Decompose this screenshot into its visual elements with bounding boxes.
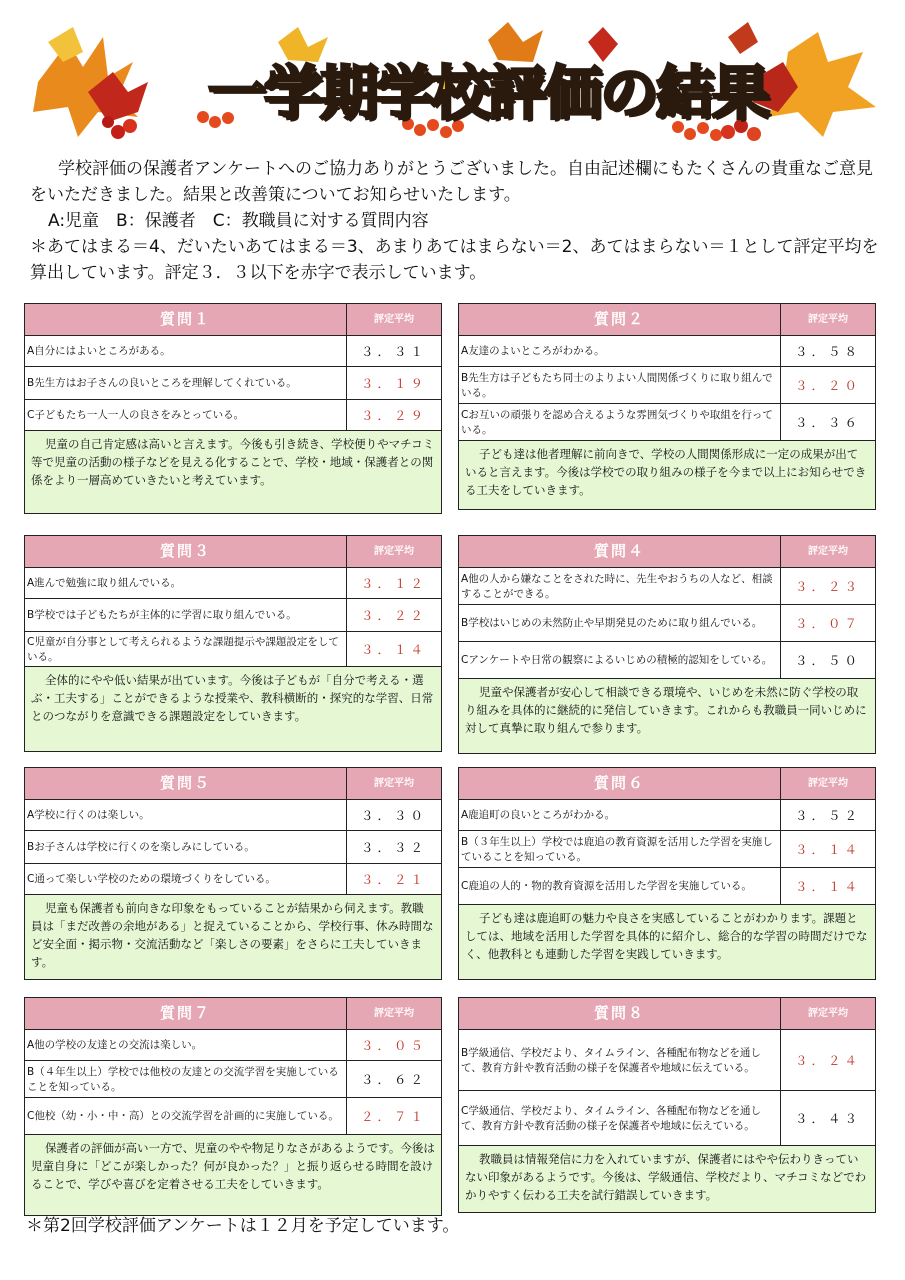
avg-value: ３．３６ (794, 415, 861, 430)
avg-value: ３．２３ (794, 579, 861, 594)
avg-value: ３．３２ (360, 840, 427, 855)
question-text: A他の人から嫌なことをされた時に、先生やおうちの人など、相談することができる。 (459, 568, 781, 604)
question-text: C通って楽しい学校のための環境づくりをしている。 (25, 864, 347, 894)
table-row (459, 404, 875, 441)
question-box-7 (24, 997, 442, 1216)
table-row (25, 1030, 441, 1061)
avg-value: ３．２０ (794, 378, 861, 393)
intro-scoring-note: ＊あてはまる＝4、だいたいあてはまる＝3、あまりあてはまらない＝2、あてはまらない＝１として評定平均を算出しています。評定３．３以下を赤字で表示しています。 (30, 237, 879, 283)
comment-text: 児童の自己肯定感は高いと言えます。今後も引き続き、学校便りやマチコミ等で児童の活動の様子などを見える化することで、学校・地域・保護者との関係をより一層高めていきたいと考えています。 (25, 431, 441, 513)
question-text: C子どもたち一人一人の良さをみとっている。 (25, 400, 347, 430)
question-text: B先生方は子どもたち同士のよりよい人間関係づくりに取り組んでいる。 (459, 367, 781, 403)
question-title: 質問２ (459, 304, 781, 335)
comment-text: 子ども達は他者理解に前向きで、学校の人間関係形成に一定の成果が出ていると言えます。今後は学校での取り組みの様子を今まで以上にお知らせできる工夫をしていきます。 (459, 441, 875, 509)
avg-value: ３．２１ (360, 872, 427, 887)
table-row (25, 632, 441, 667)
avg-value: ３．２２ (360, 608, 427, 623)
comment-text: 子ども達は鹿追町の魅力や良さを実感していることがわかります。課題としては、地域を活用した学習を具体的に紹介し、総合的な学習の時間だけでなく、他教科とも連動した学習を実践していきます。 (459, 905, 875, 979)
table-row (25, 864, 441, 895)
question-text: B先生方はお子さんの良いところを理解してくれている。 (25, 367, 347, 399)
question-box-1 (24, 303, 442, 514)
avg-value: ３．１４ (794, 879, 861, 894)
table-row (25, 336, 441, 367)
avg-label: 評定平均 (808, 546, 848, 557)
question-box-2 (458, 303, 876, 510)
question-box-5 (24, 767, 442, 980)
question-header (459, 998, 875, 1030)
table-row (25, 568, 441, 599)
avg-value: ３．６２ (360, 1072, 427, 1087)
question-text: C学級通信、学校だより、タイムライン、各種配布物などを通して、教育方針や教育活動の様子を保護者や地域に伝えている。 (459, 1091, 781, 1145)
question-text: B学校では子どもたちが主体的に学習に取り組んでいる。 (25, 599, 347, 631)
question-title: 質問７ (25, 998, 347, 1029)
intro-text (30, 156, 880, 286)
intro-greeting: 学校評価の保護者アンケートへのご協力ありがとうございました。自由記述欄にもたくさんの貴重なご意見をいただきました。結果と改善策についてお知らせいたします。 (30, 159, 873, 205)
question-header (25, 304, 441, 336)
comment-text: 保護者の評価が高い一方で、児童のやや物足りなさがあるようです。今後は児童自身に「どこが楽しかった？何が良かった？」と振り返らせる時間を設けることで、学びや喜びを定着させる工夫をしていきます。 (25, 1135, 441, 1215)
question-header (25, 768, 441, 800)
question-text: C児童が自分事として考えられるような課題提示や課題設定をしている。 (25, 632, 347, 666)
comment-text: 教職員は情報発信に力を入れていますが、保護者にはやや伝わりきっていない印象があるようです。今後は、学級通信、学校だより、マチコミなどでわかりやすく伝わる工夫を試行錯誤していきます。 (459, 1146, 875, 1212)
question-text: A進んで勉強に取り組んでいる。 (25, 568, 347, 598)
avg-value: ３．４３ (794, 1111, 861, 1126)
question-text: A自分にはよいところがある。 (25, 336, 347, 366)
avg-value: ２．７１ (360, 1109, 427, 1124)
comment-text: 児童も保護者も前向きな印象をもっていることが結果から伺えます。教職員は「まだ改善の余地がある」と捉えていることから、学校行事、休み時間など安全面・掲示物・交流活動など「楽しさの要素」をさらに工夫していきます。 (25, 895, 441, 979)
comment-text: 全体的にやや低い結果が出ています。今後は子どもが「自分で考える・選ぶ・工夫する」ことができるような授業や、教科横断的・探究的な学習、日常とのつながりを意識できる課題設定をしていきます。 (25, 667, 441, 751)
avg-value: ３．２９ (360, 408, 427, 423)
question-header (25, 536, 441, 568)
question-text: B学級通信、学校だより、タイムライン、各種配布物などを通して、教育方針や教育活動の様子を保護者や地域に伝えている。 (459, 1030, 781, 1090)
question-box-8 (458, 997, 876, 1213)
question-text: C鹿追の人的・物的教育資源を活用した学習を実施している。 (459, 868, 781, 904)
avg-label: 評定平均 (374, 1008, 414, 1019)
table-row (25, 800, 441, 831)
table-row (25, 367, 441, 400)
table-row (459, 605, 875, 642)
table-row (25, 1061, 441, 1098)
table-row (25, 1098, 441, 1135)
question-text: A友達のよいところがわかる。 (459, 336, 781, 366)
avg-label: 評定平均 (808, 1008, 848, 1019)
avg-value: ３．１９ (360, 376, 427, 391)
avg-value: ３．０５ (360, 1038, 427, 1053)
question-text: Cお互いの頑張りを認め合えるような雰囲気づくりや取組を行っている。 (459, 404, 781, 440)
table-row (459, 336, 875, 367)
comment-text: 児童や保護者が安心して相談できる環境や、いじめを未然に防ぐ学校の取り組みを具体的に継続的に発信していきます。これからも教職員一同いじめに対して真摯に取り組んで参ります。 (459, 679, 875, 753)
avg-value: ３．５０ (794, 653, 861, 668)
question-text: B学校はいじめの未然防止や早期発見のために取り組んでいる。 (459, 605, 781, 641)
question-text: A学校に行くのは楽しい。 (25, 800, 347, 830)
question-text: B（３年生以上）学校では鹿追の教育資源を活用した学習を実施していることを知っている。 (459, 831, 781, 867)
avg-label: 評定平均 (374, 778, 414, 789)
avg-label: 評定平均 (374, 314, 414, 325)
avg-label: 評定平均 (374, 546, 414, 557)
question-text: A鹿追町の良いところがわかる。 (459, 800, 781, 830)
question-header (459, 304, 875, 336)
question-header (459, 536, 875, 568)
page-title: 一学期学校評価の結果 (207, 59, 768, 127)
table-row (459, 1091, 875, 1146)
question-title: 質問６ (459, 768, 781, 799)
avg-value: ３．３０ (360, 808, 427, 823)
question-title: 質問１ (25, 304, 347, 335)
intro-legend: A:児童 B：保護者 C：教職員に対する質問内容 (48, 211, 429, 231)
avg-value: ３．２４ (794, 1053, 861, 1068)
question-box-6 (458, 767, 876, 980)
title-banner (28, 22, 880, 144)
question-title: 質問８ (459, 998, 781, 1029)
avg-value: ３．３１ (360, 344, 427, 359)
table-row (459, 642, 875, 679)
avg-label: 評定平均 (808, 778, 848, 789)
avg-value: ３．１４ (360, 642, 427, 657)
question-text: Cアンケートや日常の観察によるいじめの積極的認知をしている。 (459, 642, 781, 678)
table-row (459, 800, 875, 831)
question-title: 質問３ (25, 536, 347, 567)
avg-value: ３．５８ (794, 344, 861, 359)
table-row (459, 868, 875, 905)
avg-value: ３．１２ (360, 576, 427, 591)
table-row (25, 599, 441, 632)
question-text: Bお子さんは学校に行くのを楽しみにしている。 (25, 831, 347, 863)
question-text: A他の学校の友達との交流は楽しい。 (25, 1030, 347, 1060)
avg-value: ３．５２ (794, 808, 861, 823)
question-title: 質問５ (25, 768, 347, 799)
table-row (459, 367, 875, 404)
question-header (459, 768, 875, 800)
table-row (459, 1030, 875, 1091)
question-header (25, 998, 441, 1030)
question-text: C他校（幼・小・中・高）との交流学習を計画的に実施している。 (25, 1098, 347, 1134)
table-row (25, 831, 441, 864)
footer-note: ＊第2回学校評価アンケートは１２月を予定しています。 (26, 1216, 460, 1236)
table-row (459, 568, 875, 605)
question-box-3 (24, 535, 442, 752)
avg-value: ３．０７ (794, 616, 861, 631)
table-row (459, 831, 875, 868)
avg-label: 評定平均 (808, 314, 848, 325)
avg-value: ３．１４ (794, 842, 861, 857)
table-row (25, 400, 441, 431)
question-box-4 (458, 535, 876, 754)
question-text: B（４年生以上）学校では他校の友達との交流学習を実施していることを知っている。 (25, 1061, 347, 1097)
question-title: 質問４ (459, 536, 781, 567)
